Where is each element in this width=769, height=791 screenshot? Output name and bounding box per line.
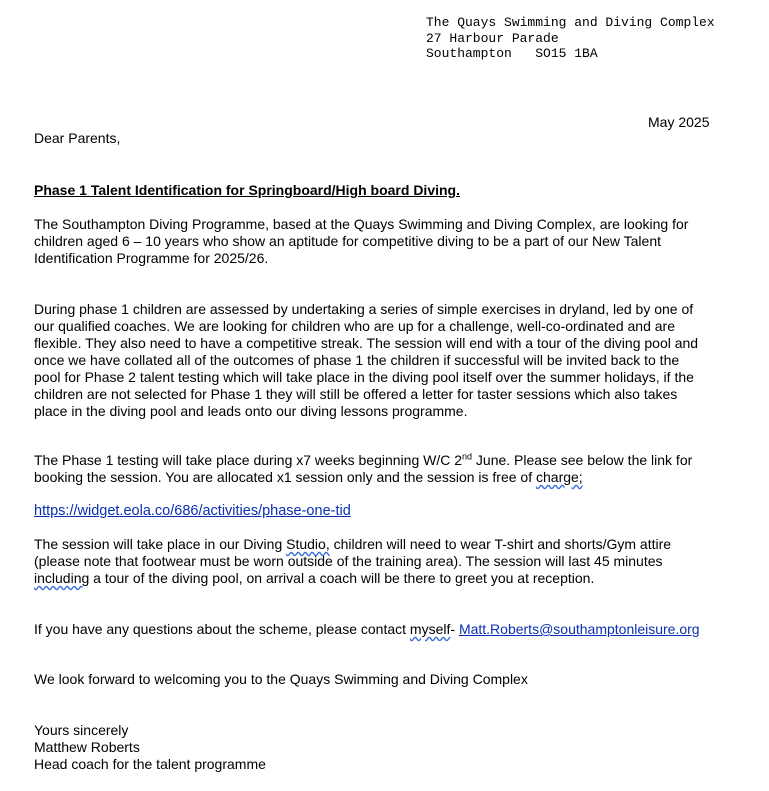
intro-paragraph bbox=[34, 216, 754, 267]
phase1-line: our qualified coaches. We are looking for children who are up for a challenge, well-co-ordinated and are bbox=[34, 318, 676, 334]
booking-link[interactable]: https://widget.eola.co/686/activities/phase-one-tid bbox=[34, 503, 351, 519]
closing-line: We look forward to welcoming you to the Quays Swimming and Diving Complex bbox=[34, 671, 528, 687]
spellcheck-flag: myself bbox=[409, 621, 451, 637]
session-line bbox=[34, 570, 754, 587]
sender-street: 27 Harbour Parade bbox=[426, 30, 559, 46]
testing-paragraph bbox=[34, 452, 754, 486]
testing-line bbox=[34, 469, 754, 486]
sender-address bbox=[426, 15, 715, 62]
greeting: Dear Parents, bbox=[34, 130, 121, 146]
testing-text: booking the session. You are allocated x1 session only and the session is free of bbox=[34, 469, 536, 485]
session-text: The session will take place in our Diving bbox=[34, 536, 287, 552]
session-paragraph bbox=[34, 536, 754, 587]
intro-line: children aged 6 – 10 years who show an aptitude for competitive diving to be a part of our New Talent bbox=[34, 233, 662, 249]
session-text: a tour of the diving pool, on arrival a coach will be there to greet you at reception. bbox=[89, 570, 595, 586]
spellcheck-flag: including bbox=[34, 570, 90, 586]
phase1-line: once we have collated all of the outcomes of phase 1 the children if successful will be invited back to the bbox=[34, 352, 680, 368]
testing-line bbox=[34, 452, 754, 469]
ordinal-suffix: nd bbox=[462, 451, 473, 462]
spellcheck-flag: Studio, bbox=[286, 536, 330, 552]
phase1-line: children are not selected for Phase 1 they will still be offered a letter for taster sessions which also takes bbox=[34, 386, 678, 402]
testing-text: June. Please see below the link for bbox=[472, 452, 693, 468]
questions-paragraph bbox=[34, 621, 754, 638]
signoff-block bbox=[34, 722, 754, 773]
questions-text: - bbox=[450, 621, 459, 637]
booking-link-line bbox=[34, 503, 351, 519]
phase1-line: pool for Phase 2 talent testing which will take place in the diving pool itself over the summer holidays, if the bbox=[34, 369, 694, 385]
session-line bbox=[34, 536, 754, 553]
signatory-role: Head coach for the talent programme bbox=[34, 756, 266, 772]
closing-paragraph bbox=[34, 671, 754, 688]
phase1-line: place in the diving pool and leads onto our diving lessons programme. bbox=[34, 403, 468, 419]
email-link[interactable]: Matt.Roberts@southamptonleisure.org bbox=[458, 621, 700, 637]
letter-title: Phase 1 Talent Identification for Springboard/High board Diving. bbox=[34, 182, 460, 198]
spellcheck-flag: charge; bbox=[536, 469, 583, 485]
sender-name: The Quays Swimming and Diving Complex bbox=[426, 15, 715, 30]
questions-text: If you have any questions about the scheme, please contact bbox=[34, 621, 410, 637]
phase1-paragraph bbox=[34, 301, 754, 420]
testing-text: The Phase 1 testing will take place during x7 weeks beginning W/C 2 bbox=[34, 452, 463, 468]
signatory-name: Matthew Roberts bbox=[34, 739, 140, 755]
letter-date: May 2025 bbox=[648, 114, 710, 130]
session-text: children will need to wear T-shirt and shorts/Gym attire bbox=[329, 536, 672, 552]
phase1-line: flexible. They also need to have a competitive streak. The session will end with a tour of the diving pool and bbox=[34, 335, 699, 351]
sender-city: Southampton bbox=[426, 46, 512, 61]
session-line: (please note that footwear must be worn outside of the training area). The session will last 45 minutes bbox=[34, 553, 663, 569]
intro-line: The Southampton Diving Programme, based at the Quays Swimming and Diving Complex, are looking for bbox=[34, 216, 689, 232]
intro-line: Identification Programme for 2025/26. bbox=[34, 250, 269, 266]
valediction: Yours sincerely bbox=[34, 722, 129, 738]
phase1-line: During phase 1 children are assessed by undertaking a series of simple exercises in dryland, led by one of bbox=[34, 301, 694, 317]
sender-city-postcode bbox=[426, 46, 715, 62]
sender-postcode: SO15 1BA bbox=[535, 46, 598, 61]
questions-line bbox=[34, 621, 754, 638]
